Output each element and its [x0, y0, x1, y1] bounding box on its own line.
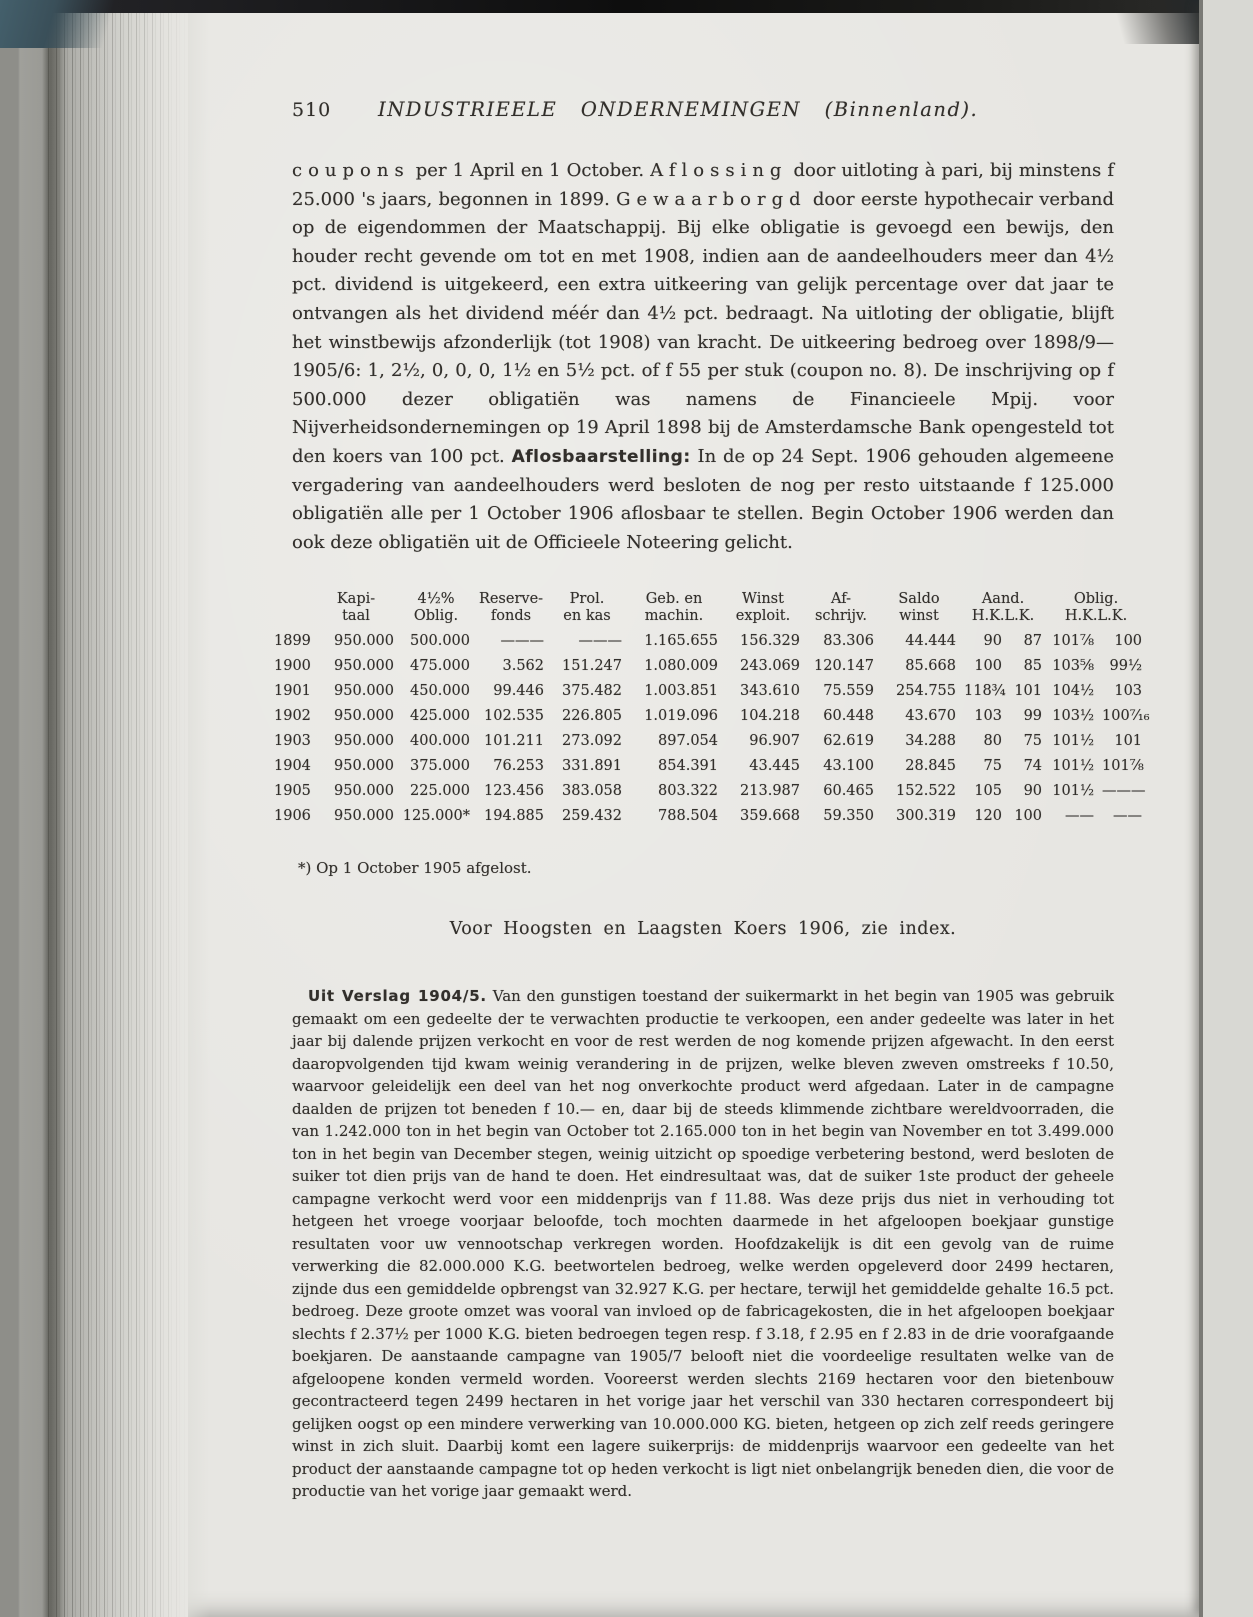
financial-table-head	[268, 591, 1146, 629]
value-cell: 100⁷⁄₁₆	[1102, 708, 1150, 725]
value-cell: 59.350	[823, 808, 874, 825]
value-cell: 213.987	[740, 783, 800, 800]
value-cell: 152.522	[896, 783, 956, 800]
table-row	[268, 654, 1146, 679]
value-cell: 120.147	[814, 658, 874, 675]
value-cell: 383.058	[562, 783, 622, 800]
verslag-paragraph	[292, 985, 1114, 1503]
value-cell: 897.054	[658, 733, 718, 750]
value-cell: 151.247	[562, 658, 622, 675]
value-cell: 950.000	[334, 783, 394, 800]
value-cell: 101.211	[484, 733, 544, 750]
column-header: 4½% Oblig.	[413, 591, 459, 625]
intro-text-2: door uitloting à pari, bij minstens f 25.000 's jaars, begonnen in 1899.	[292, 160, 1114, 210]
value-cell: 950.000	[334, 658, 394, 675]
column-header: Oblig. H.K.L.K.	[1064, 591, 1128, 625]
year-cell: 1903	[274, 733, 311, 750]
value-cell: 243.069	[740, 658, 800, 675]
value-cell: 803.322	[658, 783, 718, 800]
value-cell: 104½	[1052, 683, 1095, 700]
spaced-term-coupons: coupons	[292, 160, 410, 181]
value-cell: 85.668	[905, 658, 956, 675]
table-row	[268, 754, 1146, 779]
value-cell: 950.000	[334, 708, 394, 725]
value-cell: 104.218	[740, 708, 800, 725]
value-cell: 101	[1114, 733, 1143, 750]
value-cell: 60.465	[823, 783, 874, 800]
page-content	[274, 98, 1150, 1503]
spaced-term-aflossing: Aflossing	[650, 160, 788, 181]
value-cell: 90	[983, 633, 1002, 650]
value-cell: 62.619	[823, 733, 874, 750]
verslag-heading: Uit Verslag 1904/5.	[308, 987, 487, 1006]
value-cell: 74	[1023, 758, 1043, 775]
value-cell: 103½	[1052, 708, 1095, 725]
value-cell: 120	[974, 808, 1002, 825]
year-cell: 1899	[274, 633, 311, 650]
column-header: Af- schrijv.	[814, 591, 868, 625]
value-cell: 1.003.851	[644, 683, 718, 700]
value-cell: 83.306	[823, 633, 874, 650]
value-cell: 103	[1114, 683, 1143, 700]
page-header	[292, 98, 1114, 121]
value-cell: 105	[974, 783, 1002, 800]
value-cell: 359.668	[740, 808, 800, 825]
value-cell: 43.445	[749, 758, 800, 775]
value-cell: 101½	[1052, 758, 1095, 775]
page-right-margin	[1199, 0, 1253, 1617]
value-cell: 1.165.655	[644, 633, 718, 650]
value-cell: 87	[1023, 633, 1043, 650]
table-row	[268, 629, 1146, 654]
value-cell: 375.000	[410, 758, 470, 775]
value-cell: 273.092	[562, 733, 622, 750]
value-cell: 3.562	[502, 658, 544, 675]
value-cell: 103⅝	[1052, 658, 1095, 675]
value-cell: 43.100	[823, 758, 874, 775]
value-cell: 99½	[1109, 658, 1143, 675]
index-reference-line: Voor Hoogsten en Laagsten Koers 1906, zie index.	[449, 919, 957, 940]
value-cell: 101⅞	[1102, 758, 1144, 775]
column-header	[268, 591, 314, 629]
year-cell: 1902	[274, 708, 311, 725]
column-header: Winst exploit.	[735, 591, 791, 625]
value-cell: ———	[1102, 783, 1146, 800]
page-edge-striations	[48, 0, 188, 1617]
column-header: Geb. en machin.	[644, 591, 704, 625]
value-cell: 450.000	[410, 683, 470, 700]
value-cell: 90	[1023, 783, 1043, 800]
value-cell: 100	[1014, 808, 1043, 825]
year-cell: 1904	[274, 758, 311, 775]
value-cell: 950.000	[334, 733, 394, 750]
value-cell: 100	[1114, 633, 1143, 650]
year-cell: 1901	[274, 683, 311, 700]
value-cell: 99	[1023, 708, 1043, 725]
table-row	[268, 729, 1146, 754]
table-row	[268, 679, 1146, 704]
year-cell: 1900	[274, 658, 311, 675]
value-cell: 425.000	[410, 708, 470, 725]
verslag-body: Van den gunstigen toestand der suikermarkt in het begin van 1905 was gebruik gemaakt om een gedeelte der te verwachten productie te verkoopen, een ander gedeelte was later in het jaar bij dalende prijzen verkocht en voor de rest werden de nog komende prijzen afgewacht. In den eerst daaropvolgenden tijd kwam weinig verandering in de prijzen, welke bleven zweven omstreeks f 10.50, waarvoor geleidelijk een deel van het nog onverkochte product werd afgedaan. Later in de campagne daalden de prijzen tot beneden f 10.— en, daar bij de steeds klimmende zichtbare wereldvoorraden, die van 1.242.000 ton in het begin van October tot 2.165.000 ton in het begin van November en tot 3.499.000 ton in het begin van December stegen, weinig uitzicht op spoedige verbetering bestond, werd besloten de suiker tot dien prijs van de hand te doen. Het eindresultaat was, dat de suiker 1ste product der geheele campagne verkocht werd voor een middenprijs van f 11.88. Was deze prijs dus niet in verhouding tot hetgeen het vroege voorjaar beloofde, toch mochten daarmede in het afgeloopen boekjaar gunstige resultaten voor uw vennootschap verkregen worden. Hoofdzakelijk is dit een gevolg van de ruime verwerking die 82.000.000 K.G. beetwortelen bedroeg, welke werden opgeleverd door 2499 hectaren, zijnde dus een gemiddelde opbrengst van 32.927 K.G. per hectare, terwijl het gemiddelde gehalte 16.5 pct. bedroeg. Deze groote omzet was vooral van invloed op de fabricagekosten, die in het afgeloopen boekjaar slechts f 2.37½ per 1000 K.G. bieten bedroegen tegen resp. f 3.18, f 2.95 en f 2.83 in de drie voorafgaande boekjaren. De aanstaande campagne van 1905/7 belooft niet die voordeelige resultaten welke van de afgeloopene konden vermeld worden. Vooreerst werden slechts 2169 hectaren voor den bietenbouw gecontracteerd tegen 2499 hectaren in het vorige jaar het verschil van 330 hectaren correspondeert bij gelijken oogst op een mindere verwerking van 10.000.000 KG. bieten, hetgeen op zich zelf reeds geringere winst in zich sluit. Daarbij komt een lagere suikerprijs: de middenprijs waarvoor een gedeelte van het product der aanstaande campagne tot op heden verkocht is ligt niet onbelangrijk beneden dien, die voor de productie van het vorige jaar gemaakt werd.	[292, 987, 1114, 1501]
spaced-term-gewaarborgd: Gewaarborgd	[616, 188, 807, 210]
value-cell: 194.885	[484, 808, 544, 825]
intro-text-3: door eerste hypothecair verband op de eigendommen der Maatschappij. Bij elke obligatie is gevoegd een bewijs, den houder recht gevende om tot en met 1908, indien aan de aandeelhouders meer dan 4½ pct. dividend is uitgekeerd, een extra uitkeering van gelijk percentage over dat jaar te ontvangen als het dividend méér dan 4½ pct. bedraagt. Na uitloting der obligatie, blijft het winstbewijs afzonderlijk (tot 1908) van kracht. De uitkeering bedroeg over 1898/9—1905/6: 1, 2½, 0, 0, 0, 1½ en 5½ pct. of f 55 per stuk (coupon no. 8). De inschrijving op f 500.000 dezer obligatiën was namens de Financieele Mpij. voor Nijverheidsondernemingen op 19 April 1898 bij de Amsterdamsche Bank opengesteld tot den koers van 100 pct.	[292, 188, 1114, 467]
value-cell: 950.000	[334, 633, 394, 650]
value-cell: 788.504	[658, 808, 718, 825]
value-cell: 1.019.096	[644, 708, 718, 725]
value-cell: 101½	[1052, 733, 1095, 750]
running-title: INDUSTRIEELE ONDERNEMINGEN (Binnenland).	[378, 98, 979, 121]
value-cell: 99.446	[493, 683, 544, 700]
value-cell: 343.610	[740, 683, 800, 700]
value-cell: 101⅞	[1052, 633, 1095, 650]
page-number: 510	[292, 99, 332, 121]
value-cell: 100	[974, 658, 1002, 675]
year-cell: 1906	[274, 808, 311, 825]
value-cell: 400.000	[410, 733, 470, 750]
column-header: Prol. en kas	[563, 591, 611, 625]
value-cell: 103	[974, 708, 1002, 725]
value-cell: 259.432	[562, 808, 622, 825]
table-row	[268, 779, 1146, 804]
intro-text-4: In de op 24 Sept. 1906 gehouden algemeene vergadering van aandeelhouders werd besloten de nog per resto uitstaande f 125.000 obligatiën alle per 1 October 1906 aflosbaar te stellen. Begin October 1906 werden dan ook deze obligatiën uit de Officieele Noteering gelicht.	[292, 445, 1114, 553]
value-cell: 226.805	[562, 708, 622, 725]
financial-table	[268, 591, 1150, 829]
intro-paragraph	[292, 157, 1114, 557]
value-cell: 475.000	[410, 658, 470, 675]
aflosbaarstelling-heading: Aflosbaarstelling:	[511, 446, 691, 467]
value-cell: 123.456	[484, 783, 544, 800]
value-cell: 375.482	[562, 683, 622, 700]
value-cell: 118¾	[964, 683, 1006, 700]
value-cell: 500.000	[410, 633, 470, 650]
value-cell: 44.444	[905, 633, 956, 650]
column-header: Aand. H.K.L.K.	[971, 591, 1035, 625]
value-cell: 80	[983, 733, 1002, 750]
value-cell: 854.391	[658, 758, 718, 775]
value-cell: 331.891	[562, 758, 622, 775]
value-cell: 101½	[1052, 783, 1095, 800]
value-cell: 85	[1023, 658, 1043, 675]
value-cell: 300.319	[896, 808, 956, 825]
value-cell: ———	[578, 633, 622, 650]
intro-text-1: per 1 April en 1 October.	[409, 160, 651, 181]
value-cell: 125.000*	[402, 808, 470, 825]
value-cell: 102.535	[484, 708, 544, 725]
column-header: Reserve- fonds	[478, 591, 544, 625]
table-footnote: *) Op 1 October 1905 afgelost.	[298, 859, 532, 878]
value-cell: 28.845	[905, 758, 956, 775]
column-header: Saldo winst	[898, 591, 940, 625]
scan-top-edge	[0, 0, 1253, 13]
value-cell: 950.000	[334, 808, 394, 825]
value-cell: 75	[983, 758, 1002, 775]
value-cell: ——	[1113, 808, 1143, 825]
column-header: Kapi- taal	[336, 591, 376, 625]
scan-corner-top-left	[0, 0, 135, 48]
value-cell: 96.907	[749, 733, 800, 750]
value-cell: 950.000	[334, 758, 394, 775]
value-cell: 1.080.009	[644, 658, 718, 675]
value-cell: 34.288	[905, 733, 956, 750]
value-cell: 43.670	[905, 708, 956, 725]
value-cell: 76.253	[493, 758, 544, 775]
table-row	[268, 704, 1146, 729]
financial-table-header-row	[268, 591, 1146, 629]
value-cell: 101	[1014, 683, 1043, 700]
financial-table-body	[268, 629, 1150, 829]
value-cell: 156.329	[740, 633, 800, 650]
value-cell: 225.000	[410, 783, 470, 800]
value-cell: 60.448	[823, 708, 874, 725]
value-cell: 75	[1023, 733, 1043, 750]
table-row	[268, 804, 1146, 829]
year-cell: 1905	[274, 783, 311, 800]
value-cell: 950.000	[334, 683, 394, 700]
value-cell: ———	[500, 633, 544, 650]
value-cell: 75.559	[823, 683, 874, 700]
value-cell: 254.755	[896, 683, 956, 700]
value-cell: ——	[1065, 808, 1095, 825]
